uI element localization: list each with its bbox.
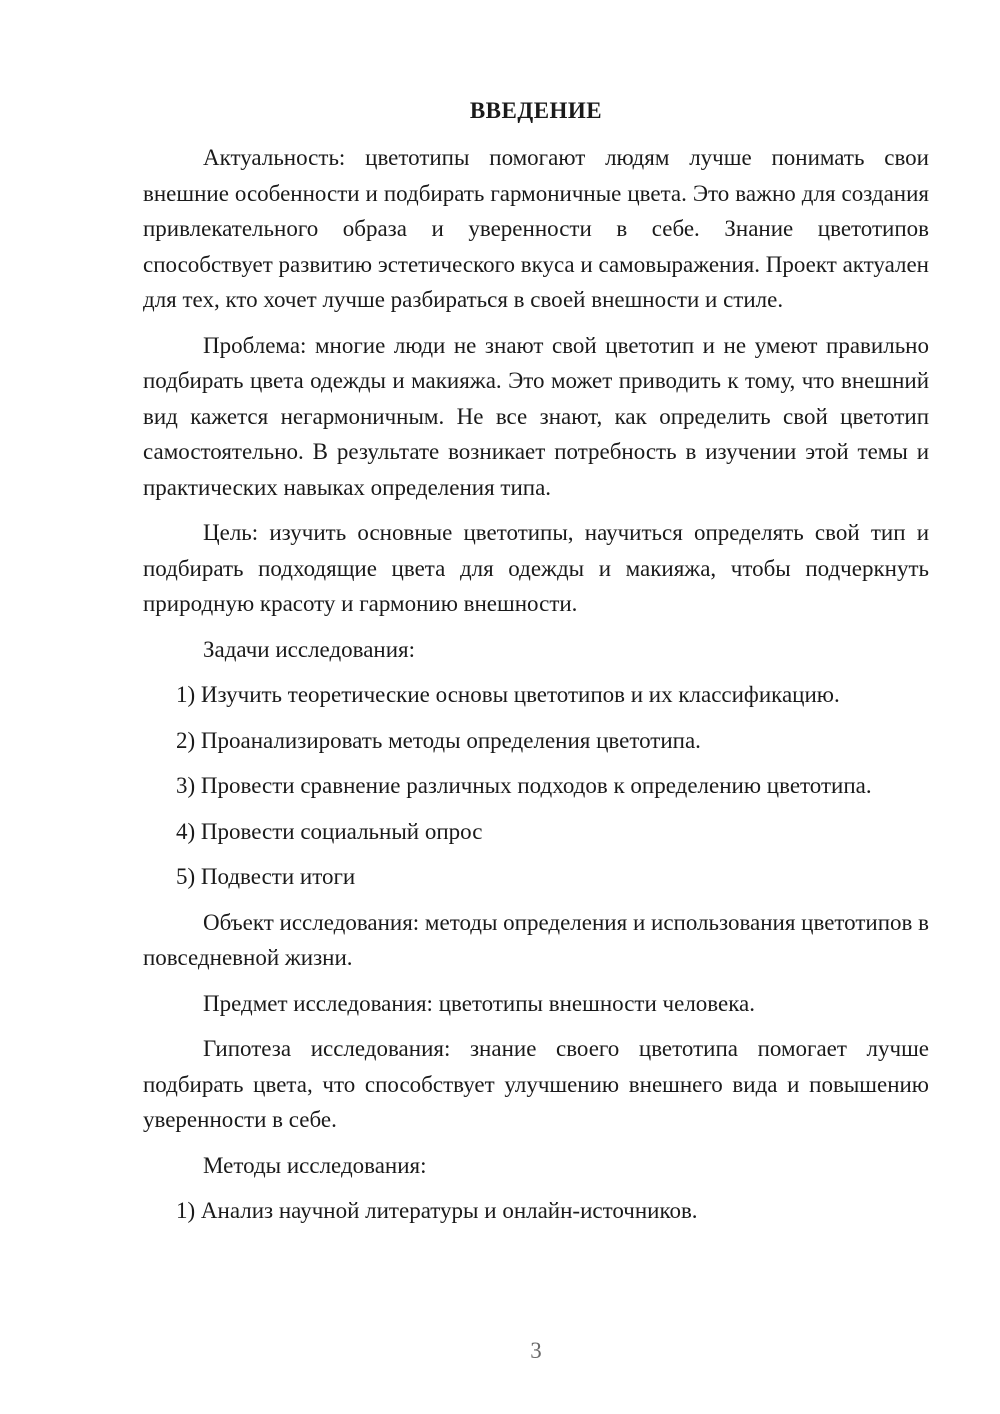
section-heading: ВВЕДЕНИЕ [469,98,603,123]
task-item: 2) Проанализировать методы определения цветотипа. [176,727,701,753]
page-number: 3 [530,1338,542,1363]
methods-label: Методы исследования: [203,1152,427,1178]
task-item: 5) Подвести итоги [176,864,356,889]
object-paragraph: Объект исследования: методы определения и использования цветотипов в повседневной жизни. [143,909,929,970]
relevance-paragraph: Актуальность: цветотипы помогают людям лучше понимать свои внешние особенности и подбирать гармоничные цвета. Это важно для создания привлекательного образа и уверенности в себе. Знание цветотипов способствует развитию эстетического вкуса и самовыражения. Проект актуален для тех, кто хочет лучше разбираться в своей внешности и стиле. [143,145,929,312]
tasks-label: Задачи исследования: [203,636,416,662]
problem-paragraph: Проблема: многие люди не знают свой цветотип и не умеют правильно подбирать цвета одежды и макияжа. Это может приводить к тому, что внешний вид кажется негармоничным. Не все знают, как определить свой цветотип самостоятельно. В результате возникает потребность в изучении этой темы и практических навыках определения типа. [143,332,929,500]
page-content [143,93,929,1239]
subject-paragraph: Предмет исследования: цветотипы внешности человека. [203,990,756,1016]
hypothesis-paragraph: Гипотеза исследования: знание своего цветотипа помогает лучше подбирать цвета, что способствует улучшению внешнего вида и повышению уверенности в себе. [143,1036,929,1132]
method-item: 1) Анализ научной литературы и онлайн-источников. [176,1198,698,1223]
task-item: 4) Провести социальный опрос [176,818,483,844]
goal-paragraph: Цель: изучить основные цветотипы, научиться определять свой тип и подбирать подходящие цвета для одежды и макияжа, чтобы подчеркнуть природную красоту и гармонию внешности. [143,520,929,616]
task-item: 3) Провести сравнение различных подходов к определению цветотипа. [176,773,872,798]
task-item: 1) Изучить теоретические основы цветотипов и их классификацию. [176,682,840,707]
